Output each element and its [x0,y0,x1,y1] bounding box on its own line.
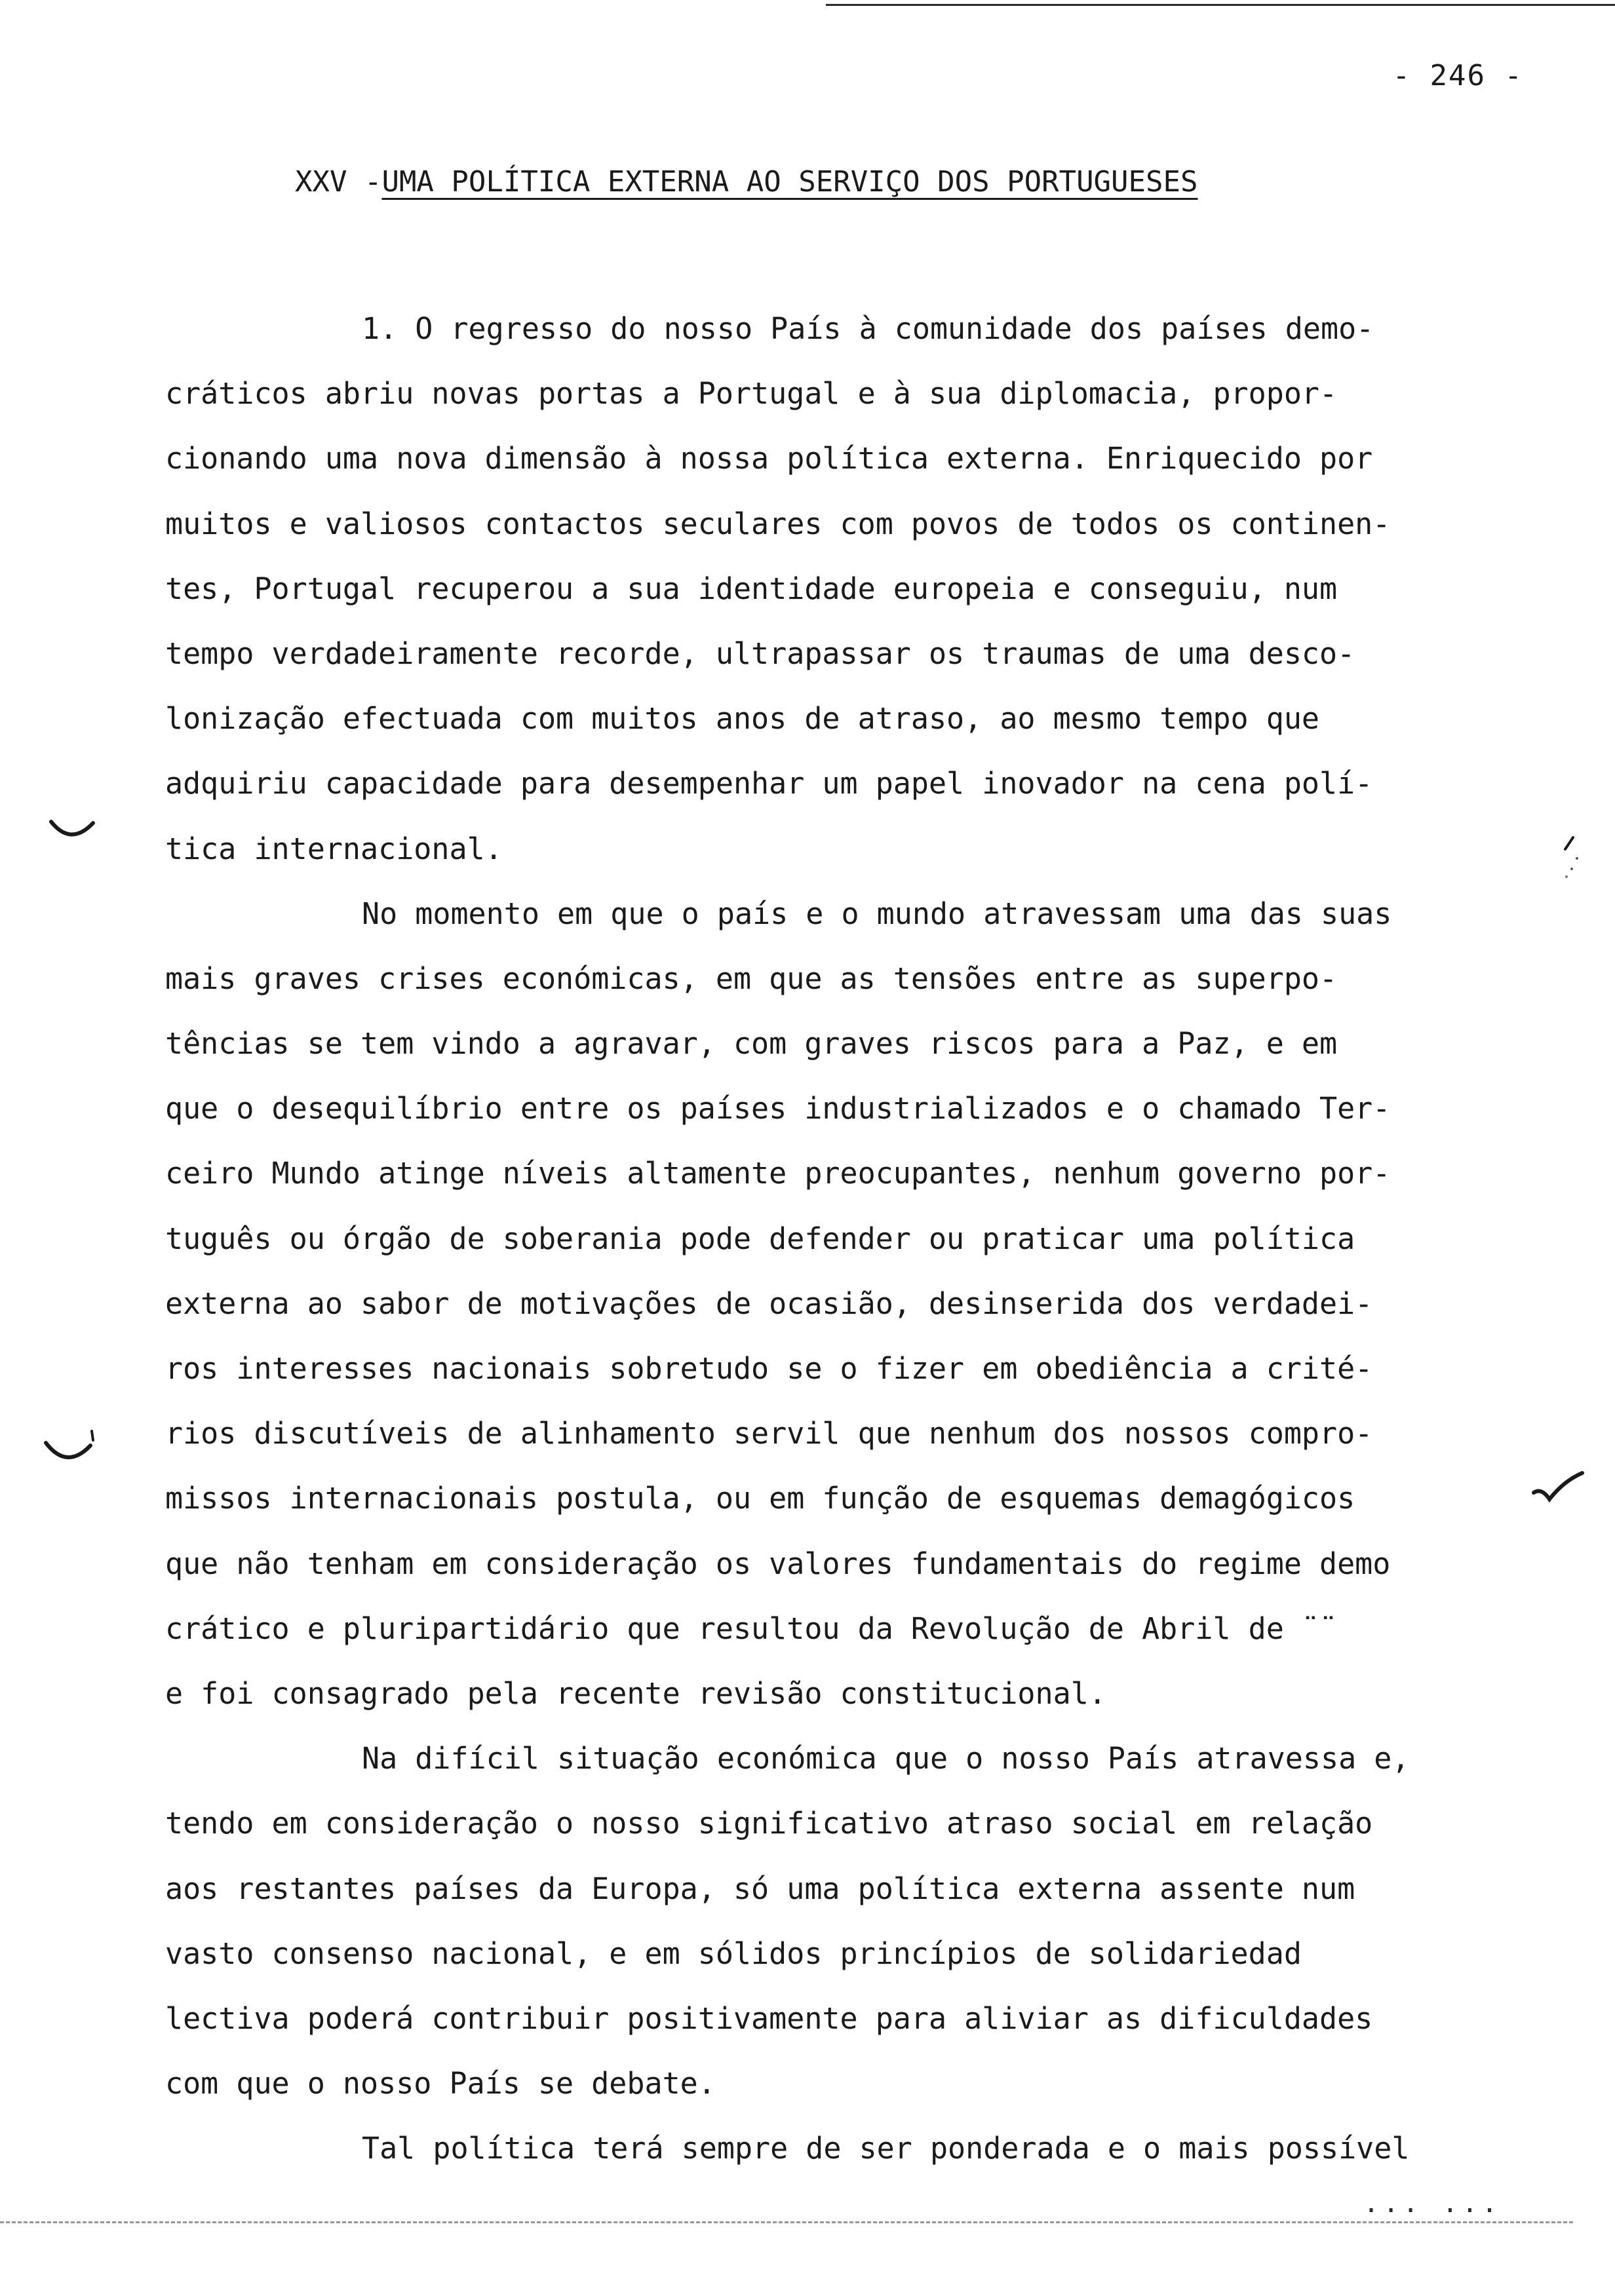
text-line: tes, Portugal recuperou a sua identidade europeia e conseguiu, num [165,571,1338,606]
text-line: lectiva poderá contribuir positivamente para aliviar as dificuldades [165,2000,1373,2036]
page-number: - 246 - [1392,59,1523,92]
text-line: ceiro Mundo atinge níveis altamente preocupantes, nenhum governo por- [165,1156,1391,1191]
text-line: tências se tem vindo a agravar, com graves riscos para a Paz, e em [165,1026,1338,1062]
text-line: Tal política terá sempre de ser ponderada e o mais possível [362,2131,1410,2166]
text-line: lonização efectuada com muitos anos de atraso, ao mesmo tempo que [165,701,1319,737]
text-line: tendo em consideração o nosso significativo atraso social em relação [165,1806,1373,1841]
bottom-dashed-rule [0,2221,1573,2223]
text-line: crático e pluripartidário que resultou da Revolução de Abril de ¨¨ [165,1611,1338,1646]
text-line: rios discutíveis de alinhamento servil que nenhum dos nossos compro- [165,1416,1373,1451]
margin-tick-mark-right-1 [1553,826,1586,885]
text-line: com que o nosso País se debate. [165,2066,716,2101]
margin-check-mark-left-2 [41,1428,100,1474]
chapter-heading: UMA POLÍTICA EXTERNA AO SERVIÇO DOS PORTUGUESES [381,165,1198,199]
bottom-dots: ... ... [1363,2189,1502,2219]
text-line: muitos e valiosos contactos seculares com povos de todos os continen- [165,506,1391,541]
text-line: missos internacionais postula, ou em função de esquemas demagógicos [165,1481,1355,1516]
text-line: e foi consagrado pela recente revisão constitucional. [165,1675,1106,1711]
text-line: Na difícil situação económica que o nosso País atravessa e, [362,1741,1410,1776]
text-line: que não tenham em consideração os valores fundamentais do regime demo [165,1546,1391,1581]
text-line: adquiriu capacidade para desempenhar um papel inovador na cena polí- [165,766,1373,801]
text-line: que o desequilíbrio entre os países industrializados e o chamado Ter- [165,1091,1391,1126]
text-line: ros interesses nacionais sobretudo se o fizer em obediência a crité- [165,1351,1373,1386]
text-line: mais graves crises económicas, em que as tensões entre as superpo- [165,961,1338,996]
chapter-number: XXV - [295,165,382,199]
text-line: tica internacional. [165,831,503,866]
margin-check-mark-left-1 [46,813,98,852]
text-line: tuguês ou órgão de soberania pode defender ou praticar uma política [165,1221,1355,1256]
text-line: vasto consenso nacional, e em sólidos princípios de solidariedad [165,1936,1302,1971]
top-rule [826,4,1615,6]
body-text [165,296,1542,2181]
text-line: aos restantes países da Europa, só uma política externa assente num [165,1871,1355,1906]
text-line: externa ao sabor de motivações de ocasião, desinserida dos verdadei- [165,1286,1373,1321]
text-line: tempo verdadeiramente recorde, ultrapassar os traumas de uma desco- [165,636,1355,671]
text-line: No momento em que o país e o mundo atravessam uma das suas [362,896,1392,931]
text-line: cionando uma nova dimensão à nossa política externa. Enriquecido por [165,441,1373,476]
chapter-title [295,165,1198,199]
text-line: 1. O regresso do nosso País à comunidade dos países demo- [362,311,1374,346]
margin-check-mark-right-2 [1527,1468,1586,1514]
text-line: cráticos abriu novas portas a Portugal e à sua diplomacia, propor- [165,376,1338,411]
